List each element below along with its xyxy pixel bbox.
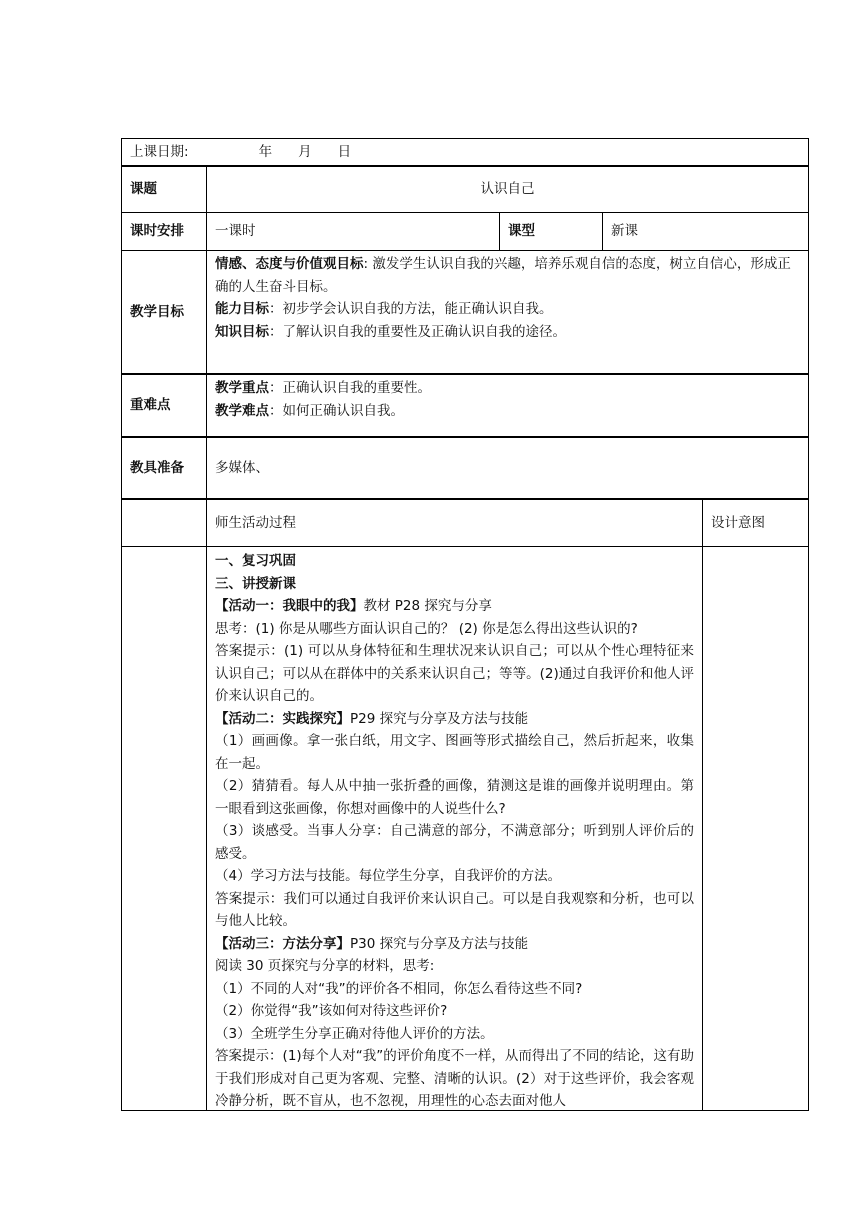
process-line	[215, 888, 694, 933]
date-row	[122, 139, 809, 167]
hours-label: 课时安排	[122, 213, 207, 251]
process-line	[215, 640, 694, 708]
goal-item-emotion	[215, 253, 800, 298]
goal-title: 情感、态度与价值观目标	[215, 256, 364, 272]
key-points-content	[207, 374, 809, 437]
process-body-blank	[122, 547, 207, 1111]
process-line-text: （4）学习方法与技能。每位学生分享，自我评价的方法。	[215, 868, 562, 884]
process-line-text: 教材 P28 探究与分享	[363, 598, 492, 614]
process-line	[215, 573, 694, 596]
prep-label: 教具准备	[122, 437, 207, 499]
topic-row	[122, 166, 809, 213]
type-value: 新课	[603, 213, 809, 251]
process-line-text: （2）猜猜看。每人从中抽一张折叠的画像，猜测这是谁的画像并说明理由。第一眼看到这张画像，你想对画像中的人说些什么?	[215, 778, 694, 817]
process-line	[215, 618, 694, 641]
prep-row	[122, 437, 809, 499]
prep-value: 多媒体、	[207, 437, 809, 499]
design-content	[703, 547, 809, 1111]
key-point-text: ：如何正确认识自我。	[269, 402, 404, 419]
hours-row	[122, 213, 809, 251]
process-line	[215, 550, 694, 573]
topic-value: 认识自己	[207, 166, 809, 213]
process-text	[215, 550, 694, 1110]
process-line	[215, 933, 694, 956]
process-line	[215, 820, 694, 865]
key-point-title: 教学难点	[215, 402, 269, 419]
topic-label: 课题	[122, 166, 207, 213]
process-line	[215, 978, 694, 1001]
activity-title: 【活动一：我眼中的我】	[215, 598, 364, 614]
process-header: 师生活动过程	[207, 499, 703, 547]
activity-title: 【活动三：方法分享】	[215, 935, 350, 952]
date-year: 年	[258, 143, 273, 160]
process-line-text: 答案提示：(1) 可以从身体特征和生理状况来认识自己；可以从个性心理特征来认识自己；可以从在群体中的关系来认识自己；等等。(2)通过自我评价和他人评价来认识自己的。	[215, 643, 694, 704]
goal-title: 知识目标	[215, 323, 269, 340]
process-line	[215, 775, 694, 820]
design-header: 设计意图	[703, 499, 809, 547]
process-line-text: （3）谈感受。当事人分享：自己满意的部分，不满意部分；听到别人评价后的感受。	[215, 823, 694, 862]
process-line	[215, 865, 694, 888]
process-line-text: （3）全班学生分享正确对待他人评价的方法。	[215, 1025, 494, 1042]
process-line-text: 阅读 30 页探究与分享的材料，思考:	[215, 958, 435, 974]
key-point-title: 教学重点	[215, 380, 269, 396]
goal-text: ：初步学会认识自我的方法，能正确认识自我。	[269, 301, 553, 317]
key-point-difficulty	[215, 400, 800, 423]
process-line-text: （2）你觉得“我”该如何对待这些评价?	[215, 1003, 448, 1019]
process-line-text: 思考：(1) 你是从哪些方面认识自己的？ (2) 你是怎么得出这些认识的?	[215, 620, 638, 637]
activity-title: 【活动二：实践探究】	[215, 710, 350, 727]
goal-item-ability	[215, 298, 800, 321]
goal-text: : 激发学生认识自我的兴趣，培养乐观自信的态度，树立自信心，形成正确的人生奋斗目标。	[215, 256, 791, 295]
key-point-focus	[215, 377, 800, 400]
process-line	[215, 708, 694, 731]
type-label: 课型	[500, 213, 603, 251]
process-line-text: 一、复习巩固	[215, 553, 296, 569]
process-header-blank	[122, 499, 207, 547]
goals-label: 教学目标	[122, 251, 207, 375]
goal-text: ：了解认识自我的重要性及正确认识自我的途径。	[269, 323, 566, 340]
key-points-label: 重难点	[122, 374, 207, 437]
goals-row	[122, 251, 809, 375]
process-content	[207, 547, 703, 1111]
process-line-text: 三、讲授新课	[215, 575, 296, 592]
date-day: 日	[337, 143, 352, 160]
process-line	[215, 1045, 694, 1110]
process-line	[215, 1000, 694, 1023]
process-line	[215, 730, 694, 775]
goal-title: 能力目标	[215, 301, 269, 317]
lesson-plan-table	[121, 138, 809, 1111]
process-line-text: （1）画画像。拿一张白纸，用文字、图画等形式描绘自己，然后折起来，收集在一起。	[215, 733, 694, 772]
process-line-text: P30 探究与分享及方法与技能	[350, 935, 529, 952]
process-line	[215, 1023, 694, 1046]
process-line-text: 答案提示：我们可以通过自我评价来认识自己。可以是自我观察和分析，也可以与他人比较。	[215, 890, 694, 929]
process-line-text: 答案提示：(1)每个人对“我”的评价角度不一样，从而得出了不同的结论，这有助于我们形成对自己更为客观、完整、清晰的认识。(2）对于这些评价，我会客观冷静分析，既不盲从，也不忽视，用理性的心态去面对他人	[215, 1048, 694, 1109]
key-points-row	[122, 374, 809, 437]
hours-value: 一课时	[207, 213, 500, 251]
process-header-row	[122, 499, 809, 547]
process-line-text: （1）不同的人对“我”的评价各不相同，你怎么看待这些不同?	[215, 980, 583, 997]
process-line	[215, 955, 694, 978]
date-month: 月	[298, 143, 312, 160]
process-body-row	[122, 547, 809, 1111]
date-cell	[122, 139, 809, 167]
goals-content	[207, 251, 809, 375]
date-label: 上课日期:	[130, 143, 189, 160]
goal-item-knowledge	[215, 321, 800, 344]
process-line-text: P29 探究与分享及方法与技能	[350, 710, 529, 727]
key-point-text: ：正确认识自我的重要性。	[269, 380, 431, 396]
process-line	[215, 595, 694, 618]
